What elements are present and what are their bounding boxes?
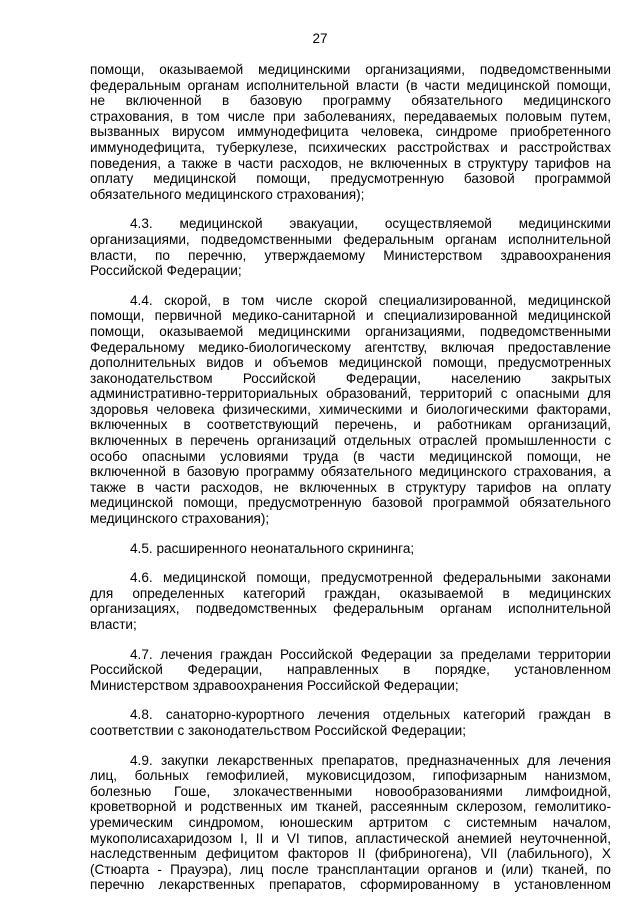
text-line: Российской Федерации, направленных в порядке, установленном [90,662,611,678]
text-line: также в части расходов, не включенных в структуру тарифов на оплату [90,479,611,495]
paragraph [90,570,611,632]
text-line: федеральным органам исполнительной власти (в части медицинской помощи, [90,77,611,93]
text-line: соответствии с законодательством Российской Федерации; [90,722,467,738]
text-line: медицинской помощи, предусмотренную базовой программой обязательного [90,495,611,511]
text-line: включенных в перечень организаций отдельных отраслей промышленности с [90,433,611,449]
text-line: Министерством здравоохранения Российской Федерации; [90,677,459,693]
text-line: власти; [90,617,137,632]
text-line: 4.6. медицинской помощи, предусмотренной федеральными законами [130,570,611,586]
page-number: 27 [312,31,328,46]
text-line: 4.7. лечения граждан Российской Федерации за пределами территории [130,646,611,662]
text-line: здоровья человека физическими, химическими и биологическими факторами, [90,401,611,417]
paragraph [90,293,611,527]
text-line: 4.4. скорой, в том числе скорой специализированной, медицинской [130,292,611,308]
text-line: перечню лекарственных препаратов, сформированному в установленном [90,877,611,893]
text-line: кроветворной и родственных им тканей, рассеянным склерозом, гемолитико- [90,799,611,815]
text-line: законодательством Российской Федерации, населению закрытых [90,370,611,386]
text-line: страхования, в том числе при заболеваниях, передаваемых половым путем, [90,108,611,124]
text-line: особо опасными условиями труда (в части медицинской помощи, не [90,448,611,464]
text-line: медицинского страхования); [90,511,270,527]
text-line: 4.3. медицинской эвакуации, осуществляемой медицинскими [130,216,611,232]
text-line: дополнительных видов и объемов медицинской помощи, предусмотренных [90,355,611,371]
paragraph [90,707,611,738]
text-line: 4.5. расширенного неонатального скрининга; [130,540,415,556]
text-line: помощи, оказываемой медицинскими организациями, подведомственными [90,62,611,77]
text-line: уремическим синдромом, юношеским артритом с системным началом, [90,814,611,830]
text-line: наследственным дефицитом факторов II (фибриногена), VII (лабильного), X [90,846,611,862]
text-line: организациями, подведомственными федеральным органам исполнительной [90,231,611,247]
text-line: мукополисахаридозом I, II и VI типов, апластической анемией неуточненной, [90,830,611,846]
text-line: иммунодефицита, туберкулезе, психических расстройствах и расстройствах [90,139,611,155]
paragraph [90,62,611,202]
text-line: включенных в соответствующий перечень, и работникам организаций, [90,417,611,433]
text-line: помощи, первичной медико-санитарной и специализированной медицинской [90,308,611,324]
paragraph [90,216,611,278]
paragraph [90,647,611,694]
paragraph [90,753,611,893]
text-line: обязательного медицинского страхования); [90,186,365,202]
paragraph [90,541,611,557]
text-line: вызванных вирусом иммунодефицита человека, синдроме приобретенного [90,124,611,140]
text-line: болезнью Гоше, злокачественными новообразованиями лимфоидной, [90,783,611,799]
text-line: административно-территориальных образований, территорий с опасными для [90,386,611,402]
text-line: не включенной в базовую программу обязательного медицинского [90,93,611,109]
text-line: включенной в базовую программу обязательного медицинского страхования, а [90,464,611,480]
text-line: (Стюарта - Прауэра), лиц после трансплантации органов и (или) тканей, по [90,861,611,877]
text-line: лиц, больных гемофилией, муковисцидозом, гипофизарным нанизмом, [90,768,611,784]
text-line: для определенных категорий граждан, оказываемой в медицинских [90,585,611,601]
text-line: оплату медицинской помощи, предусмотренную базовой программой [90,171,611,187]
text-line: Федеральному медико-биологическому агентству, включая предоставление [90,339,611,355]
text-line: Российской Федерации; [90,263,242,279]
document-body [90,62,611,907]
text-line: 4.8. санаторно-курортного лечения отдельных категорий граждан в [130,707,611,723]
text-line: власти, по перечню, утверждаемому Министерством здравоохранения [90,247,611,263]
text-line: 4.9. закупки лекарственных препаратов, предназначенных для лечения [130,752,611,768]
text-line: поведения, а также в части расходов, не включенных в структуру тарифов на [90,155,611,171]
text-line: помощи, оказываемой медицинскими организациями, подведомственными [90,323,611,339]
text-line: организациях, подведомственных федеральным органам исполнительной [90,601,611,617]
